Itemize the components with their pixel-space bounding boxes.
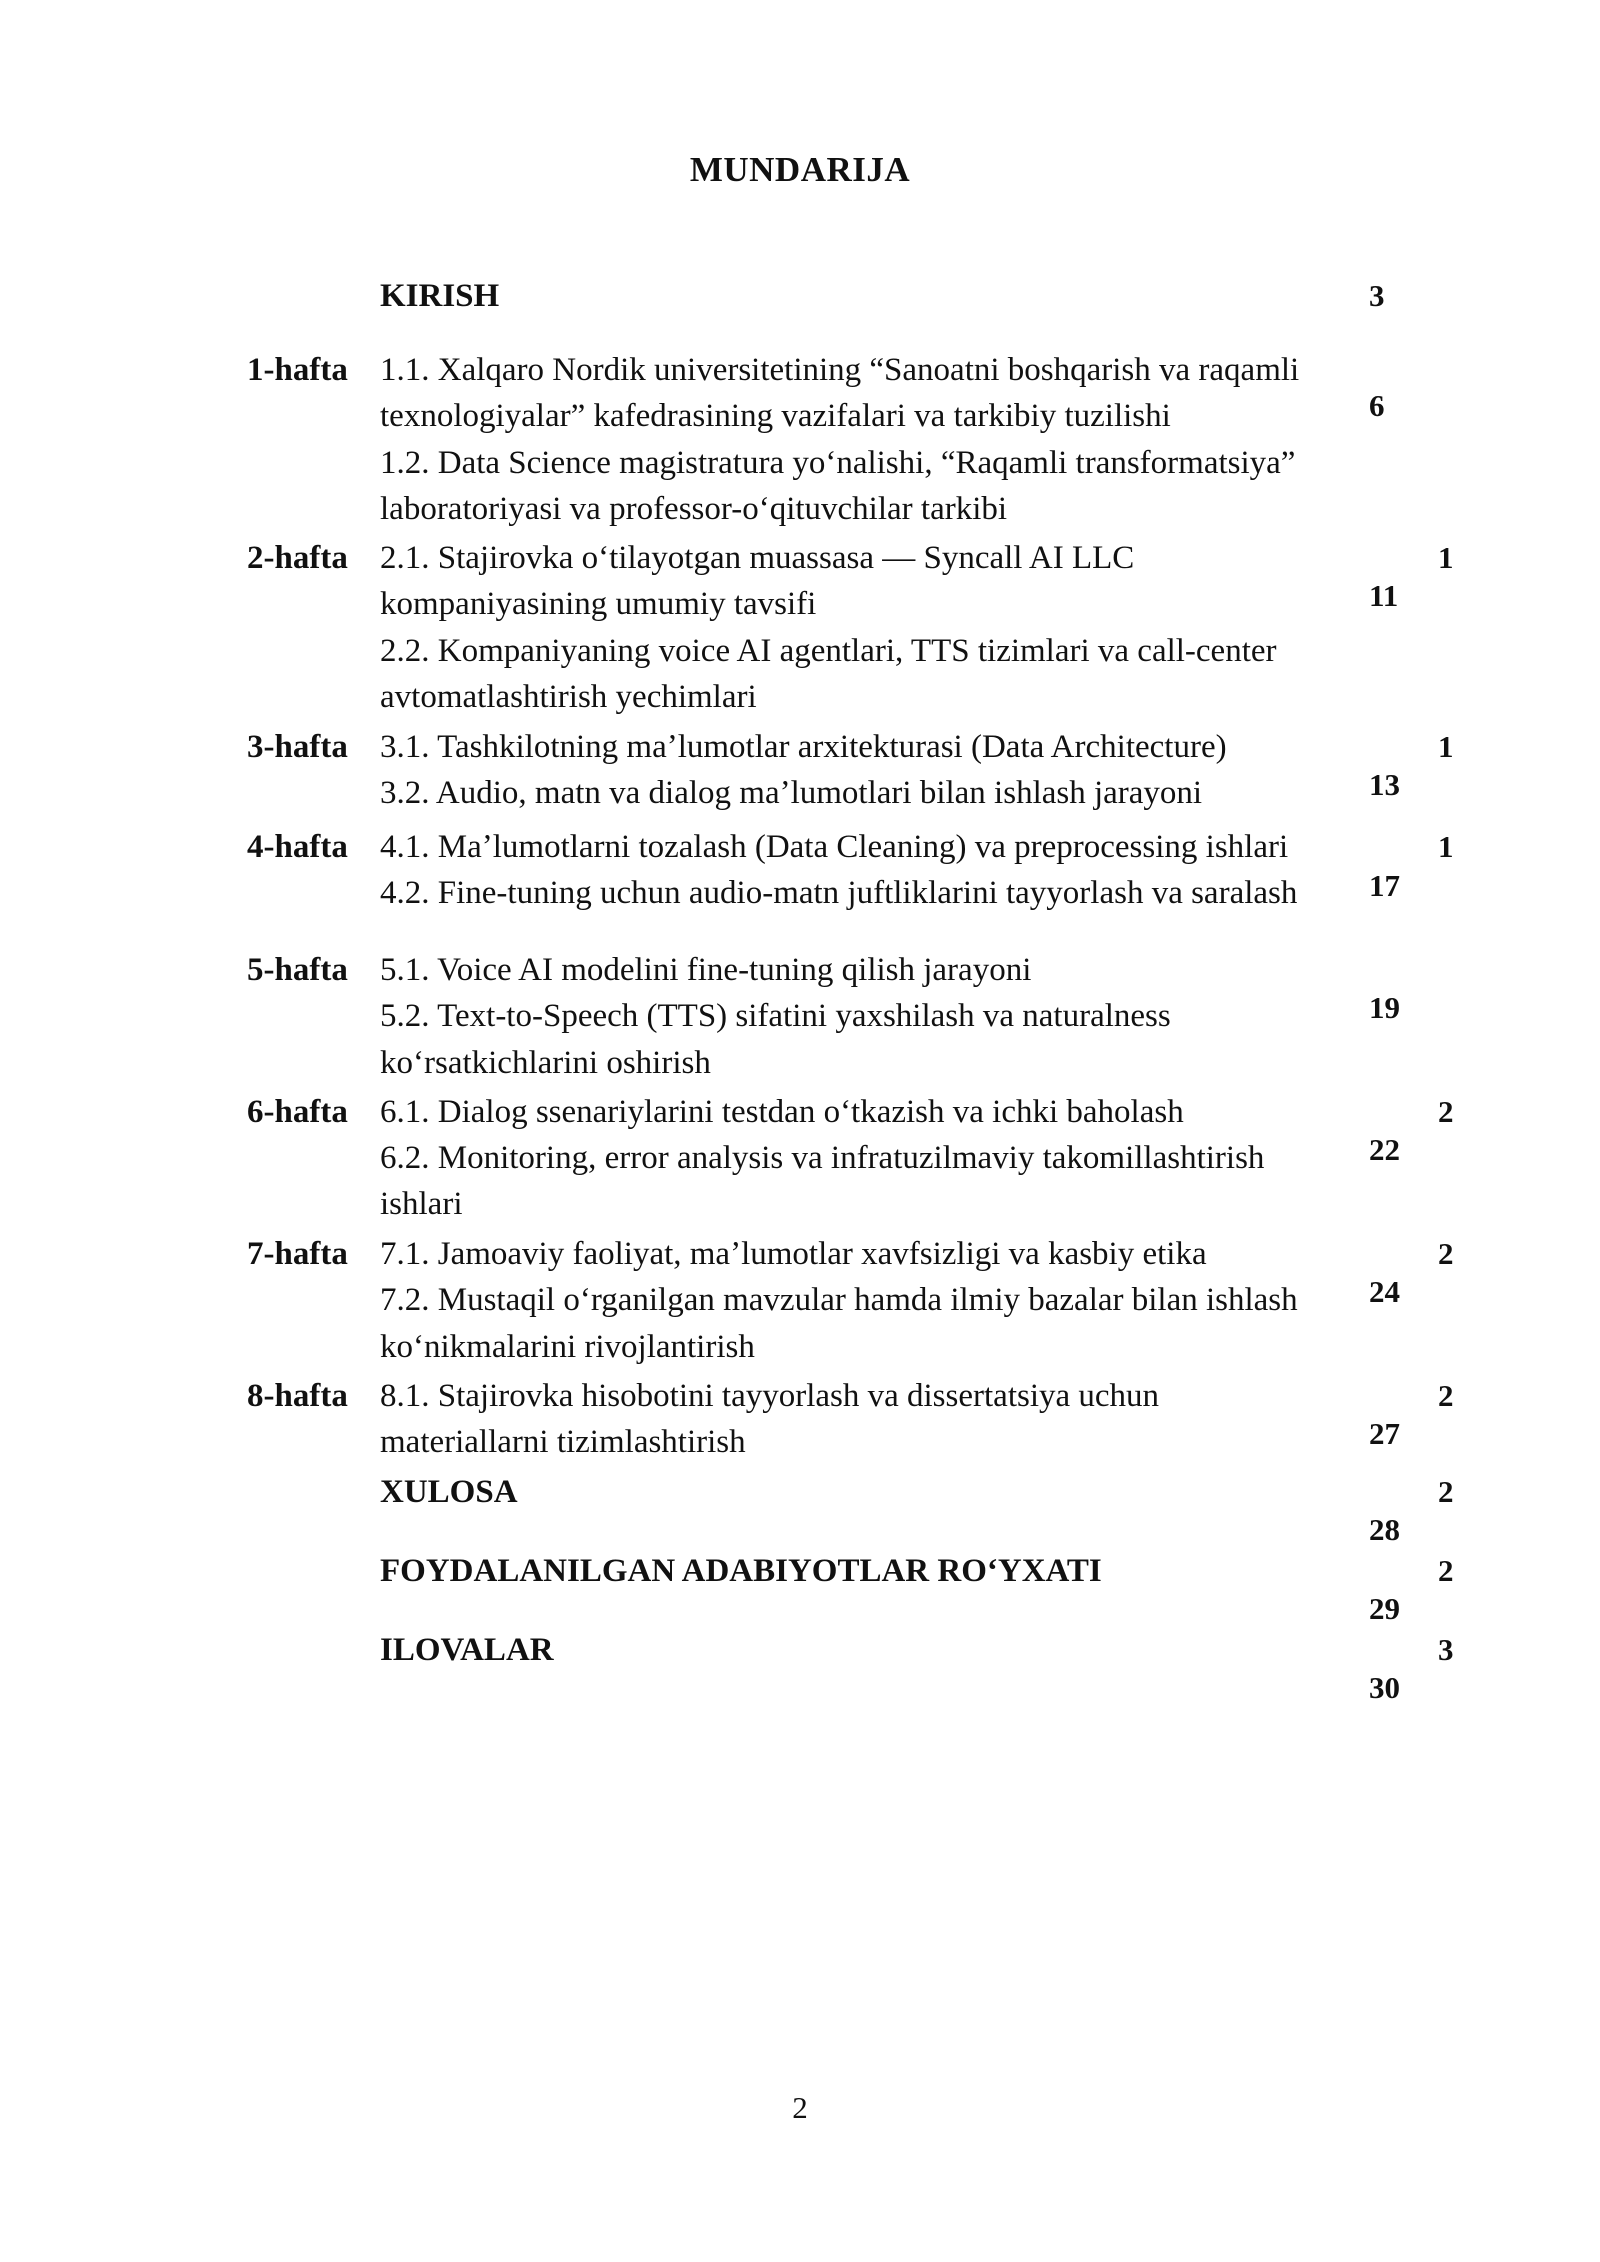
toc-week-label: 4-hafta	[247, 829, 348, 865]
toc-entry-line: laboratoriyasi va professor-oʻqituvchilar tarkibi	[380, 491, 1008, 527]
toc-page-number: 24	[1369, 1274, 1400, 1309]
toc-right-number: 1	[1438, 729, 1454, 764]
toc-kirish-label: KIRISH	[380, 278, 500, 314]
toc-right-number: 2	[1438, 1474, 1454, 1509]
toc-entry-line: materiallarni tizimlashtirish	[380, 1424, 746, 1460]
toc-page-number: 6	[1369, 388, 1385, 423]
toc-entry-line: 6.2. Monitoring, error analysis va infratuzilmaviy takomillashtirish	[380, 1140, 1265, 1176]
toc-week-label: 2-hafta	[247, 540, 348, 576]
toc-week-label: 8-hafta	[247, 1378, 348, 1414]
toc-adabiyotlar-page: 29	[1369, 1591, 1400, 1626]
toc-right-number: 1	[1438, 829, 1454, 864]
toc-entry-line: koʻnikmalarini rivojlantirish	[380, 1329, 755, 1365]
toc-page-number: 27	[1369, 1416, 1400, 1451]
toc-week-label: 6-hafta	[247, 1094, 348, 1130]
toc-right-number: 2	[1438, 1094, 1454, 1129]
toc-xulosa-page: 28	[1369, 1512, 1400, 1547]
toc-ilovalar-page: 30	[1369, 1670, 1400, 1705]
toc-adabiyotlar-label: FOYDALANILGAN ADABIYOTLAR ROʻYXATI	[380, 1553, 1102, 1589]
toc-xulosa-label: XULOSA	[380, 1474, 518, 1510]
toc-right-number: 1	[1438, 540, 1454, 575]
toc-entry-line: 2.2. Kompaniyaning voice AI agentlari, TTS tizimlari va call-center	[380, 633, 1277, 669]
toc-entry-line: avtomatlashtirish yechimlari	[380, 679, 757, 715]
toc-entry-line: 6.1. Dialog ssenariylarini testdan oʻtkazish va ichki baholash	[380, 1094, 1184, 1130]
toc-week-label: 1-hafta	[247, 352, 348, 388]
toc-entry-line: ishlari	[380, 1186, 463, 1222]
toc-entry-line: kompaniyasining umumiy tavsifi	[380, 586, 817, 622]
toc-right-number: 3	[1438, 1632, 1454, 1667]
toc-entry-line: koʻrsatkichlarini oshirish	[380, 1045, 711, 1081]
toc-entry-line: 4.1. Maʼlumotlarni tozalash (Data Cleaning) va preprocessing ishlari	[380, 829, 1289, 865]
toc-entry-line: 5.1. Voice AI modelini fine-tuning qilish jarayoni	[380, 952, 1032, 988]
toc-entry-line: 7.1. Jamoaviy faoliyat, maʼlumotlar xavfsizligi va kasbiy etika	[380, 1236, 1207, 1272]
toc-entry-line: 1.2. Data Science magistratura yoʻnalishi, “Raqamli transformatsiya”	[380, 445, 1296, 481]
toc-kirish-page: 3	[1369, 278, 1385, 313]
toc-entry-line: 3.1. Tashkilotning maʼlumotlar arxitekturasi (Data Architecture)	[380, 729, 1227, 765]
toc-entry-line: 5.2. Text-to-Speech (TTS) sifatini yaxshilash va naturalness	[380, 998, 1171, 1034]
toc-entry-line: texnologiyalar” kafedrasining vazifalari va tarkibiy tuzilishi	[380, 398, 1171, 434]
toc-page-number: 13	[1369, 767, 1400, 802]
toc-entry-line: 1.1. Xalqaro Nordik universitetining “Sanoatni boshqarish va raqamli	[380, 352, 1300, 388]
toc-week-label: 5-hafta	[247, 952, 348, 988]
toc-page-number: 11	[1369, 578, 1399, 613]
toc-ilovalar-label: ILOVALAR	[380, 1632, 554, 1668]
toc-right-number: 2	[1438, 1553, 1454, 1588]
toc-entry-line: 7.2. Mustaqil oʻrganilgan mavzular hamda ilmiy bazalar bilan ishlash	[380, 1282, 1298, 1318]
toc-entry-line: 8.1. Stajirovka hisobotini tayyorlash va dissertatsiya uchun	[380, 1378, 1160, 1414]
toc-page-number: 17	[1369, 868, 1400, 903]
toc-right-number: 2	[1438, 1236, 1454, 1271]
toc-week-label: 7-hafta	[247, 1236, 348, 1272]
toc-page-number: 19	[1369, 990, 1400, 1025]
toc-entry-line: 4.2. Fine-tuning uchun audio-matn juftliklarini tayyorlash va saralash	[380, 875, 1298, 911]
page-number: 2	[792, 2090, 808, 2125]
toc-page-number: 22	[1369, 1132, 1400, 1167]
toc-week-label: 3-hafta	[247, 729, 348, 765]
toc-right-number: 2	[1438, 1378, 1454, 1413]
toc-entry-line: 3.2. Audio, matn va dialog maʼlumotlari bilan ishlash jarayoni	[380, 775, 1203, 811]
toc-entry-line: 2.1. Stajirovka oʻtilayotgan muassasa — Syncall AI LLC	[380, 540, 1135, 576]
page-title: MUNDARIJA	[689, 150, 911, 189]
